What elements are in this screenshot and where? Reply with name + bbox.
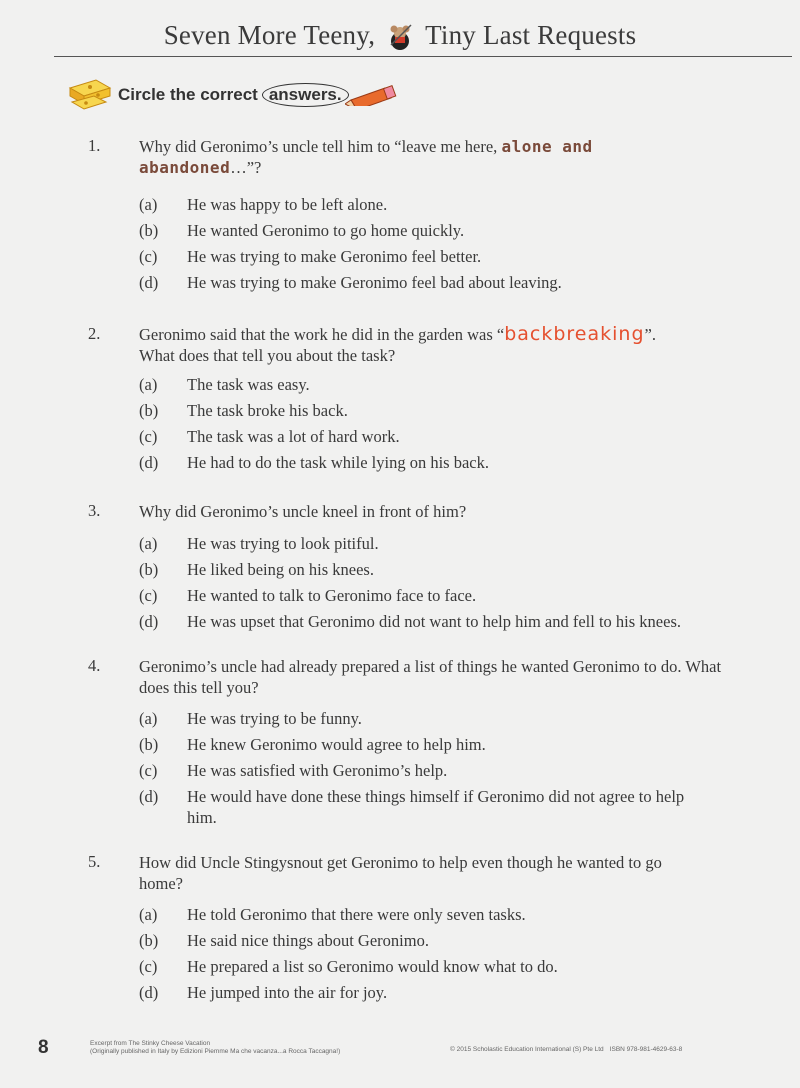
question-number: 4. <box>88 656 101 675</box>
header-divider <box>54 56 792 57</box>
option-text: The task was easy. <box>187 375 310 394</box>
option-letter: (b) <box>139 221 159 240</box>
footer-copyright <box>450 1046 682 1053</box>
option-text: He would have done these things himself if Geronimo did not agree to help him. <box>187 787 685 827</box>
option-text: He was trying to make Geronimo feel bad about leaving. <box>187 273 562 292</box>
question-text: Why did Geronimo’s uncle kneel in front of him? <box>139 502 467 521</box>
option-letter: (a) <box>139 195 158 214</box>
emphasis-text: alone and <box>501 137 593 156</box>
option-letter: (d) <box>139 453 159 472</box>
option-item[interactable] <box>139 982 759 1008</box>
question-text-part: Geronimo said that the work he did in the garden was “ <box>139 325 505 344</box>
question-number: 2. <box>88 324 101 343</box>
question-text-part: …”? <box>230 158 262 177</box>
page-number: 8 <box>38 1037 49 1058</box>
copyright-text: © 2015 Scholastic Education International (S) Pte Ltd <box>450 1046 604 1053</box>
options-list <box>139 708 759 834</box>
option-letter: (a) <box>139 905 158 924</box>
option-letter: (b) <box>139 735 159 754</box>
instruction-banner <box>68 78 397 112</box>
excerpt-line: Excerpt from The Stinky Cheese Vacation <box>90 1040 211 1047</box>
option-letter: (a) <box>139 375 158 394</box>
option-text: He was upset that Geronimo did not want to help him and fell to his knees. <box>187 612 681 631</box>
option-item[interactable] <box>139 246 759 272</box>
option-text: He wanted to talk to Geronimo face to face. <box>187 586 477 605</box>
option-item[interactable] <box>139 930 759 956</box>
option-item[interactable] <box>139 585 759 611</box>
option-text: He wanted Geronimo to go home quickly. <box>187 221 465 240</box>
option-item[interactable] <box>139 904 759 930</box>
question-text <box>139 136 749 178</box>
question-number: 3. <box>88 501 101 520</box>
option-item[interactable] <box>139 734 759 760</box>
options-list <box>139 904 759 1008</box>
option-text: He said nice things about Geronimo. <box>187 931 429 950</box>
option-letter: (c) <box>139 427 158 446</box>
option-item[interactable] <box>139 426 759 452</box>
option-text: He was trying to look pitiful. <box>187 534 379 553</box>
emphasis-text: backbreaking <box>504 323 645 345</box>
option-text: The task broke his back. <box>187 401 348 420</box>
option-letter: (b) <box>139 560 159 579</box>
emphasis-text: abandoned <box>139 158 231 177</box>
mouse-icon <box>385 21 415 51</box>
option-item[interactable] <box>139 611 759 637</box>
option-letter: (c) <box>139 957 158 976</box>
option-text: The task was a lot of hard work. <box>187 427 400 446</box>
option-text: He prepared a list so Geronimo would know what to do. <box>187 957 558 976</box>
option-text: He was happy to be left alone. <box>187 195 388 214</box>
option-letter: (c) <box>139 586 158 605</box>
option-text: He was trying to make Geronimo feel better. <box>187 247 482 266</box>
option-letter: (d) <box>139 612 159 631</box>
option-text: He had to do the task while lying on his back. <box>187 453 489 472</box>
option-letter: (c) <box>139 247 158 266</box>
option-item[interactable] <box>139 760 759 786</box>
option-letter: (b) <box>139 931 159 950</box>
option-letter: (c) <box>139 761 158 780</box>
option-letter: (a) <box>139 709 158 728</box>
cheese-icon <box>68 78 112 112</box>
instruction-label: Circle the correct <box>118 85 258 104</box>
option-letter: (d) <box>139 273 159 292</box>
option-letter: (a) <box>139 534 158 553</box>
excerpt-line: (Originally published in Italy by Edizioni Piemme Ma che vacanza...a Rocca Taccagna!) <box>90 1048 341 1055</box>
option-item[interactable] <box>139 956 759 982</box>
title-right: Tiny Last Requests <box>425 20 637 50</box>
title-left: Seven More Teeny, <box>163 20 376 50</box>
question-text: Geronimo’s uncle had already prepared a list of things he wanted Geronimo to do. What does this tell you? <box>139 657 722 697</box>
option-item[interactable] <box>139 400 759 426</box>
option-text: He knew Geronimo would agree to help him. <box>187 735 486 754</box>
pencil-icon <box>345 84 397 106</box>
question-text-part: ”. <box>644 325 656 344</box>
options-list <box>139 374 759 478</box>
option-item[interactable] <box>139 194 759 220</box>
page-header <box>0 20 800 56</box>
page-title <box>164 20 637 51</box>
options-list <box>139 533 759 637</box>
footer-excerpt <box>90 1040 420 1056</box>
option-letter: (d) <box>139 787 159 806</box>
option-item[interactable] <box>139 452 759 478</box>
option-text: He told Geronimo that there were only seven tasks. <box>187 905 526 924</box>
option-item[interactable] <box>139 533 759 559</box>
instruction-text <box>118 83 349 107</box>
option-text: He was trying to be funny. <box>187 709 362 728</box>
options-list <box>139 194 759 298</box>
option-text: He jumped into the air for joy. <box>187 983 388 1002</box>
option-letter: (d) <box>139 983 159 1002</box>
option-item[interactable] <box>139 220 759 246</box>
question-text: How did Uncle Stingysnout get Geronimo to help even though he wanted to go home? <box>139 853 662 893</box>
option-text: He liked being on his knees. <box>187 560 374 579</box>
question-number: 5. <box>88 852 101 871</box>
question-text-part: Why did Geronimo’s uncle tell him to “leave me here, <box>139 137 498 156</box>
isbn-text: ISBN 978-981-4629-63-8 <box>609 1046 683 1053</box>
option-item[interactable] <box>139 786 759 834</box>
instruction-circled-word: answers. <box>262 83 349 107</box>
question-number: 1. <box>88 136 101 155</box>
option-text: He was satisfied with Geronimo’s help. <box>187 761 448 780</box>
question-text-part: What does that tell you about the task? <box>139 346 396 365</box>
option-item[interactable] <box>139 272 759 298</box>
option-letter: (b) <box>139 401 159 420</box>
option-item[interactable] <box>139 708 759 734</box>
option-item[interactable] <box>139 559 759 585</box>
option-item[interactable] <box>139 374 759 400</box>
question-text <box>139 324 749 366</box>
